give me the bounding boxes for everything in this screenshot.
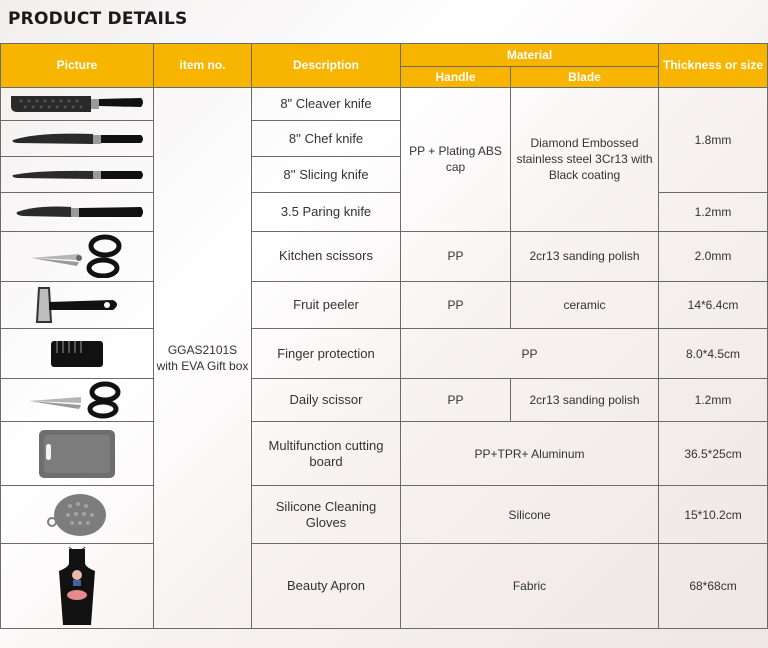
row-material: PP [401, 329, 659, 379]
daily-scissor-image [1, 378, 154, 422]
row-size: 8.0*4.5cm [659, 329, 768, 379]
header-row [1, 44, 768, 67]
row-description: Fruit peeler [252, 281, 401, 329]
row-material: Silicone [401, 486, 659, 544]
row-size: 68*68cm [659, 543, 768, 628]
row-blade: 2cr13 sanding polish [511, 378, 659, 422]
fruit-peeler-image [1, 281, 154, 329]
row-description: Beauty Apron [252, 543, 401, 628]
paring-knife-thickness: 1.2mm [659, 192, 768, 231]
knife-handle-material: PP + Plating ABS cap [401, 87, 511, 232]
table-row [1, 281, 768, 329]
row-description: 8'' Chef knife [252, 120, 401, 156]
row-description: Multifunction cutting board [252, 422, 401, 486]
row-description: 8'' Slicing knife [252, 157, 401, 192]
cleaning-glove-image [1, 486, 154, 544]
slicing-knife-image [1, 157, 154, 192]
knife-thickness: 1.8mm [659, 87, 768, 192]
cleaver-knife-image [1, 87, 154, 120]
header-item-no: item no. [154, 44, 252, 88]
row-material: Fabric [401, 543, 659, 628]
row-size: 2.0mm [659, 232, 768, 282]
table-row [1, 232, 768, 282]
row-size: 1.2mm [659, 378, 768, 422]
row-description: 3.5 Paring knife [252, 192, 401, 231]
header-description: Description [252, 44, 401, 88]
row-blade: 2cr13 sanding polish [511, 232, 659, 282]
table-row [1, 87, 768, 120]
row-description: 8" Cleaver knife [252, 87, 401, 120]
header-handle: Handle [401, 67, 511, 87]
apron-image [1, 543, 154, 628]
row-description: Silicone Cleaning Gloves [252, 486, 401, 544]
header-blade: Blade [511, 67, 659, 87]
header-thickness: Thickness or size [659, 44, 768, 88]
table-row [1, 543, 768, 628]
header-picture: Picture [1, 44, 154, 88]
finger-guard-image [1, 329, 154, 379]
row-description: Daily scissor [252, 378, 401, 422]
row-blade: ceramic [511, 281, 659, 329]
table-row [1, 329, 768, 379]
row-handle: PP [401, 378, 511, 422]
header-material: Material [401, 44, 659, 67]
chef-knife-image [1, 120, 154, 156]
table-row [1, 378, 768, 422]
row-handle: PP [401, 281, 511, 329]
row-size: 36.5*25cm [659, 422, 768, 486]
paring-knife-image [1, 192, 154, 231]
row-size: 15*10.2cm [659, 486, 768, 544]
knife-blade-material: Diamond Embossed stainless steel 3Cr13 with Black coating [511, 87, 659, 232]
row-description: Kitchen scissors [252, 232, 401, 282]
table-row [1, 422, 768, 486]
row-description: Finger protection [252, 329, 401, 379]
table-row [1, 486, 768, 544]
product-spec-table [0, 43, 768, 629]
cutting-board-image [1, 422, 154, 486]
item-number: GGAS2101S with EVA Gift box [154, 87, 252, 629]
row-size: 14*6.4cm [659, 281, 768, 329]
kitchen-scissors-image [1, 232, 154, 282]
row-handle: PP [401, 232, 511, 282]
row-material: PP+TPR+ Aluminum [401, 422, 659, 486]
page-title: PRODUCT DETAILS [8, 9, 188, 29]
